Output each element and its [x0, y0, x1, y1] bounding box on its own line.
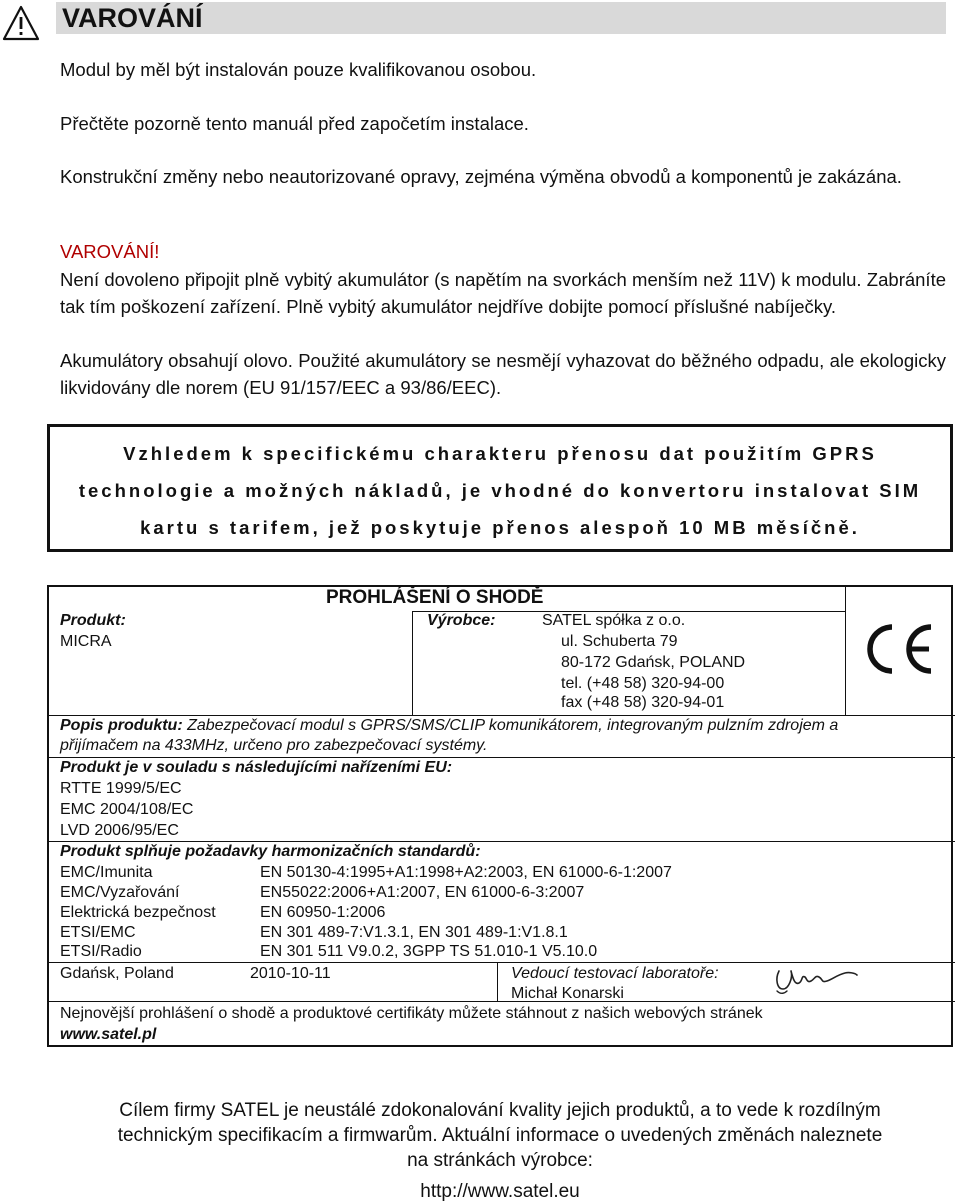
regulation-item: EMC 2004/108/EC — [60, 801, 194, 818]
standard-name: ETSI/Radio — [60, 943, 142, 960]
manufacturer-line: tel. (+48 58) 320-94-00 — [561, 675, 725, 692]
ce-mark-icon — [857, 621, 937, 677]
standards-label: Produkt splňuje požadavky harmonizačních standardů: — [60, 843, 481, 860]
product-value: MICRA — [60, 633, 112, 650]
regulation-item: RTTE 1999/5/EC — [60, 780, 182, 797]
caution-text: Není dovoleno připojit plně vybitý akumulátor (s napětím na svorkách menším než 11V) k modulu. Zabráníte tak tím poškození zařízení. Plně vybitý akumulátor nejdříve dobijte pomocí příslušné nabíječky. — [60, 269, 946, 317]
standard-value: EN 50130-4:1995+A1:1998+A2:2003, EN 61000-6-1:2007 — [260, 864, 672, 881]
lab-head-name: Michał Konarski — [511, 985, 624, 1002]
standard-name: Elektrická bezpečnost — [60, 904, 216, 921]
manufacturer-line: ul. Schuberta 79 — [561, 633, 678, 650]
declaration-place: Gdańsk, Poland — [60, 965, 174, 982]
regulations-label: Produkt je v souladu s následujícími nařízeními EU: — [60, 759, 453, 776]
footer-text-line-2: technickým specifikacím a firmwarům. Aktuální informace o uvedených změnách naleznete — [117, 1125, 883, 1146]
standard-name: EMC/Imunita — [60, 864, 153, 881]
warning-paragraph-read-manual: Přečtěte pozorně tento manuál před započetím instalace. — [60, 113, 529, 134]
regulation-item: LVD 2006/95/EC — [60, 822, 179, 839]
gprs-notice-line-3: kartu s tarifem, jež poskytuje přenos alespoň 10 MB měsíčně. — [140, 517, 860, 538]
standard-value: EN 60950-1:2006 — [260, 904, 386, 921]
warning-title: VAROVÁNÍ — [62, 3, 203, 33]
footer-text-line-3: na stránkách výrobce: — [407, 1150, 593, 1171]
signature — [771, 965, 861, 997]
standard-value: EN 301 489-7:V1.3.1, EN 301 489-1:V1.8.1 — [260, 924, 568, 941]
gprs-notice-box — [47, 424, 953, 552]
product-label: Produkt: — [60, 612, 126, 629]
manufacturer-line: fax (+48 58) 320-94-01 — [561, 694, 725, 711]
gprs-notice-line-2: technologie a možných nákladů, je vhodné do konvertoru instalovat SIM — [78, 480, 922, 501]
declaration-title: PROHLÁŠENÍ O SHODĚ — [326, 587, 544, 608]
standard-name: ETSI/EMC — [60, 924, 136, 941]
warning-header — [56, 2, 946, 34]
warning-paragraph-qualified: Modul by měl být instalován pouze kvalifikovanou osobou. — [60, 59, 537, 80]
lead-battery-text: Akumulátory obsahují olovo. Použité akumulátory se nesmějí vyhazovat do běžného odpadu, ale ekologicky likvidovány dle norem (EU 91/157/EEC a 93/86/EEC). — [60, 350, 946, 398]
standard-value: EN 301 511 V9.0.2, 3GPP TS 51.010-1 V5.10.0 — [260, 943, 598, 960]
declaration-of-conformity — [47, 585, 953, 1047]
declaration-date: 2010-10-11 — [250, 965, 331, 982]
product-description-line-2: přijímačem na 433MHz, určeno pro zabezpečovací systémy. — [60, 737, 488, 754]
manufacturer-line: SATEL spółka z o.o. — [542, 612, 686, 629]
warning-paragraph-modifications: Konstrukční změny nebo neautorizované opravy, zejména výměna obvodů a komponentů je zakázána. — [60, 166, 902, 187]
gprs-notice-line-1: Vzhledem k specifickému charakteru přenosu dat použitím GPRS — [123, 443, 877, 464]
footer-url-link[interactable]: http://www.satel.eu — [420, 1181, 580, 1202]
manufacturer-line: 80-172 Gdańsk, POLAND — [561, 654, 746, 671]
product-description: Popis produktu: Zabezpečovací modul s GPRS/SMS/CLIP komunikátorem, integrovaným pulzním zdrojem a — [60, 717, 839, 734]
standard-name: EMC/Vyzařování — [60, 884, 180, 901]
website-link[interactable]: www.satel.pl — [60, 1026, 157, 1043]
caution-title: VAROVÁNÍ! — [60, 241, 160, 262]
standard-value: EN55022:2006+A1:2007, EN 61000-6-3:2007 — [260, 884, 585, 901]
lab-head-label: Vedoucí testovací laboratoře: — [511, 965, 719, 982]
footer-text-line-1: Cílem firmy SATEL je neustálé zdokonalování kvality jejich produktů, a to vede k rozdílným — [119, 1100, 881, 1121]
warning-triangle-icon — [2, 4, 40, 42]
latest-certificates-text: Nejnovější prohlášení o shodě a produktové certifikáty můžete stáhnout z našich webových stránek — [60, 1005, 763, 1022]
manufacturer-label: Výrobce: — [427, 612, 496, 629]
